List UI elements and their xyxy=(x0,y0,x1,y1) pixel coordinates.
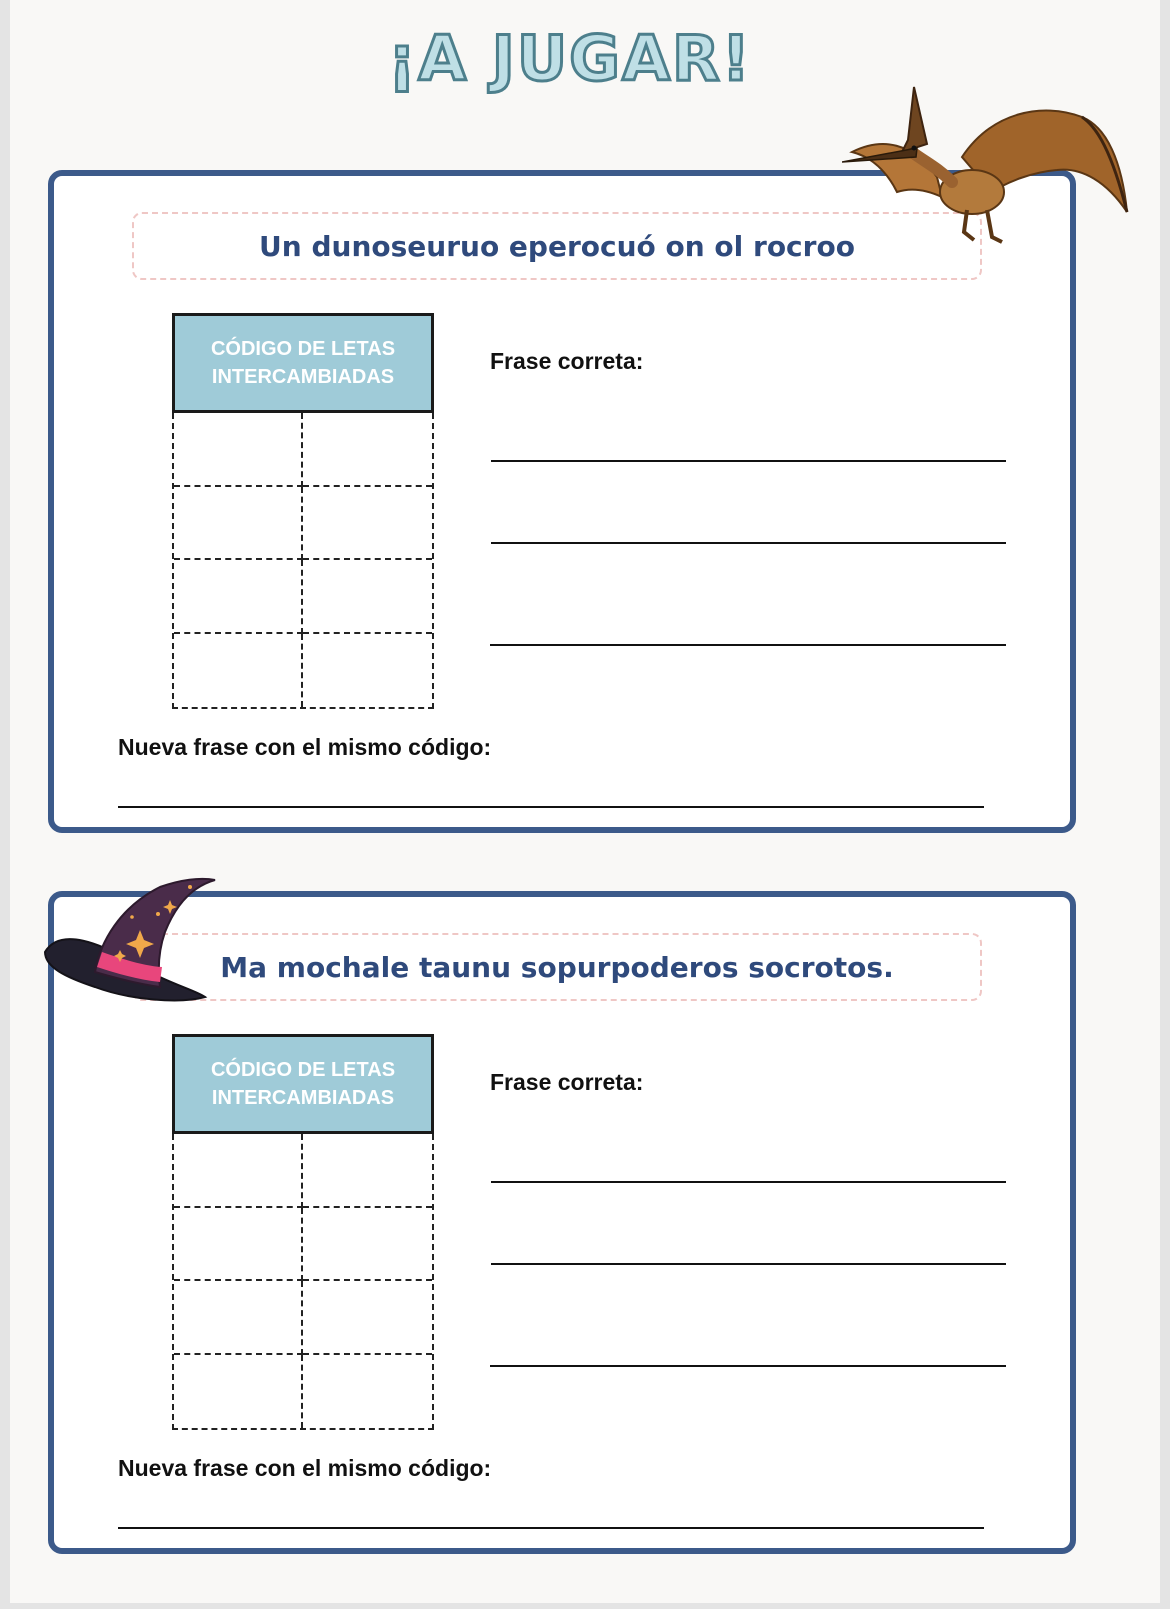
answer-line[interactable] xyxy=(491,460,1006,462)
pterodactyl-illustration xyxy=(842,82,1132,262)
answer-line[interactable] xyxy=(491,1263,1006,1265)
page-title: ¡A JUGAR! xyxy=(387,22,753,95)
new-sentence-label-2: Nueva frase con el mismo código: xyxy=(118,1455,492,1481)
code-cell[interactable] xyxy=(303,560,432,634)
code-cell[interactable] xyxy=(303,1355,432,1429)
code-table-grid-2 xyxy=(172,1134,434,1430)
correct-sentence-label-2: Frase correta: xyxy=(490,1069,644,1095)
code-cell[interactable] xyxy=(174,1134,303,1208)
witch-hat-illustration xyxy=(40,872,230,1022)
code-cell[interactable] xyxy=(174,413,303,487)
code-table-header-2 xyxy=(172,1034,434,1134)
new-sentence-label-1: Nueva frase con el mismo código: xyxy=(118,734,492,760)
code-cell[interactable] xyxy=(174,560,303,634)
code-header-line1: CÓDIGO DE LETAS xyxy=(210,1059,396,1081)
answer-line[interactable] xyxy=(490,1365,1006,1367)
code-header-line2: INTERCAMBIADAS xyxy=(211,366,395,388)
code-cell[interactable] xyxy=(174,634,303,708)
new-sentence-line[interactable] xyxy=(118,1527,984,1529)
code-cell[interactable] xyxy=(174,487,303,561)
code-cell[interactable] xyxy=(174,1281,303,1355)
scrambled-sentence-1: Un dunoseuruo eperocuó on ol rocroo xyxy=(132,212,982,280)
code-cell[interactable] xyxy=(174,1355,303,1429)
code-cell[interactable] xyxy=(303,1134,432,1208)
answer-line[interactable] xyxy=(490,644,1006,646)
worksheet-page xyxy=(10,0,1160,1603)
answer-line[interactable] xyxy=(491,1181,1006,1183)
scrambled-sentence-2: Ma mochale taunu sopurpoderos socrotos. xyxy=(132,933,982,1001)
code-cell[interactable] xyxy=(174,1208,303,1282)
code-table-header-1 xyxy=(172,313,434,413)
exercise-card-1 xyxy=(48,170,1076,833)
code-table-grid-1 xyxy=(172,413,434,709)
code-header-line1: CÓDIGO DE LETAS xyxy=(210,338,396,360)
code-cell[interactable] xyxy=(303,487,432,561)
code-header-line2: INTERCAMBIADAS xyxy=(211,1087,395,1109)
new-sentence-line[interactable] xyxy=(118,806,984,808)
correct-sentence-label-1: Frase correta: xyxy=(490,348,644,374)
code-cell[interactable] xyxy=(303,413,432,487)
code-cell[interactable] xyxy=(303,1208,432,1282)
answer-line[interactable] xyxy=(491,542,1006,544)
code-cell[interactable] xyxy=(303,634,432,708)
code-cell[interactable] xyxy=(303,1281,432,1355)
